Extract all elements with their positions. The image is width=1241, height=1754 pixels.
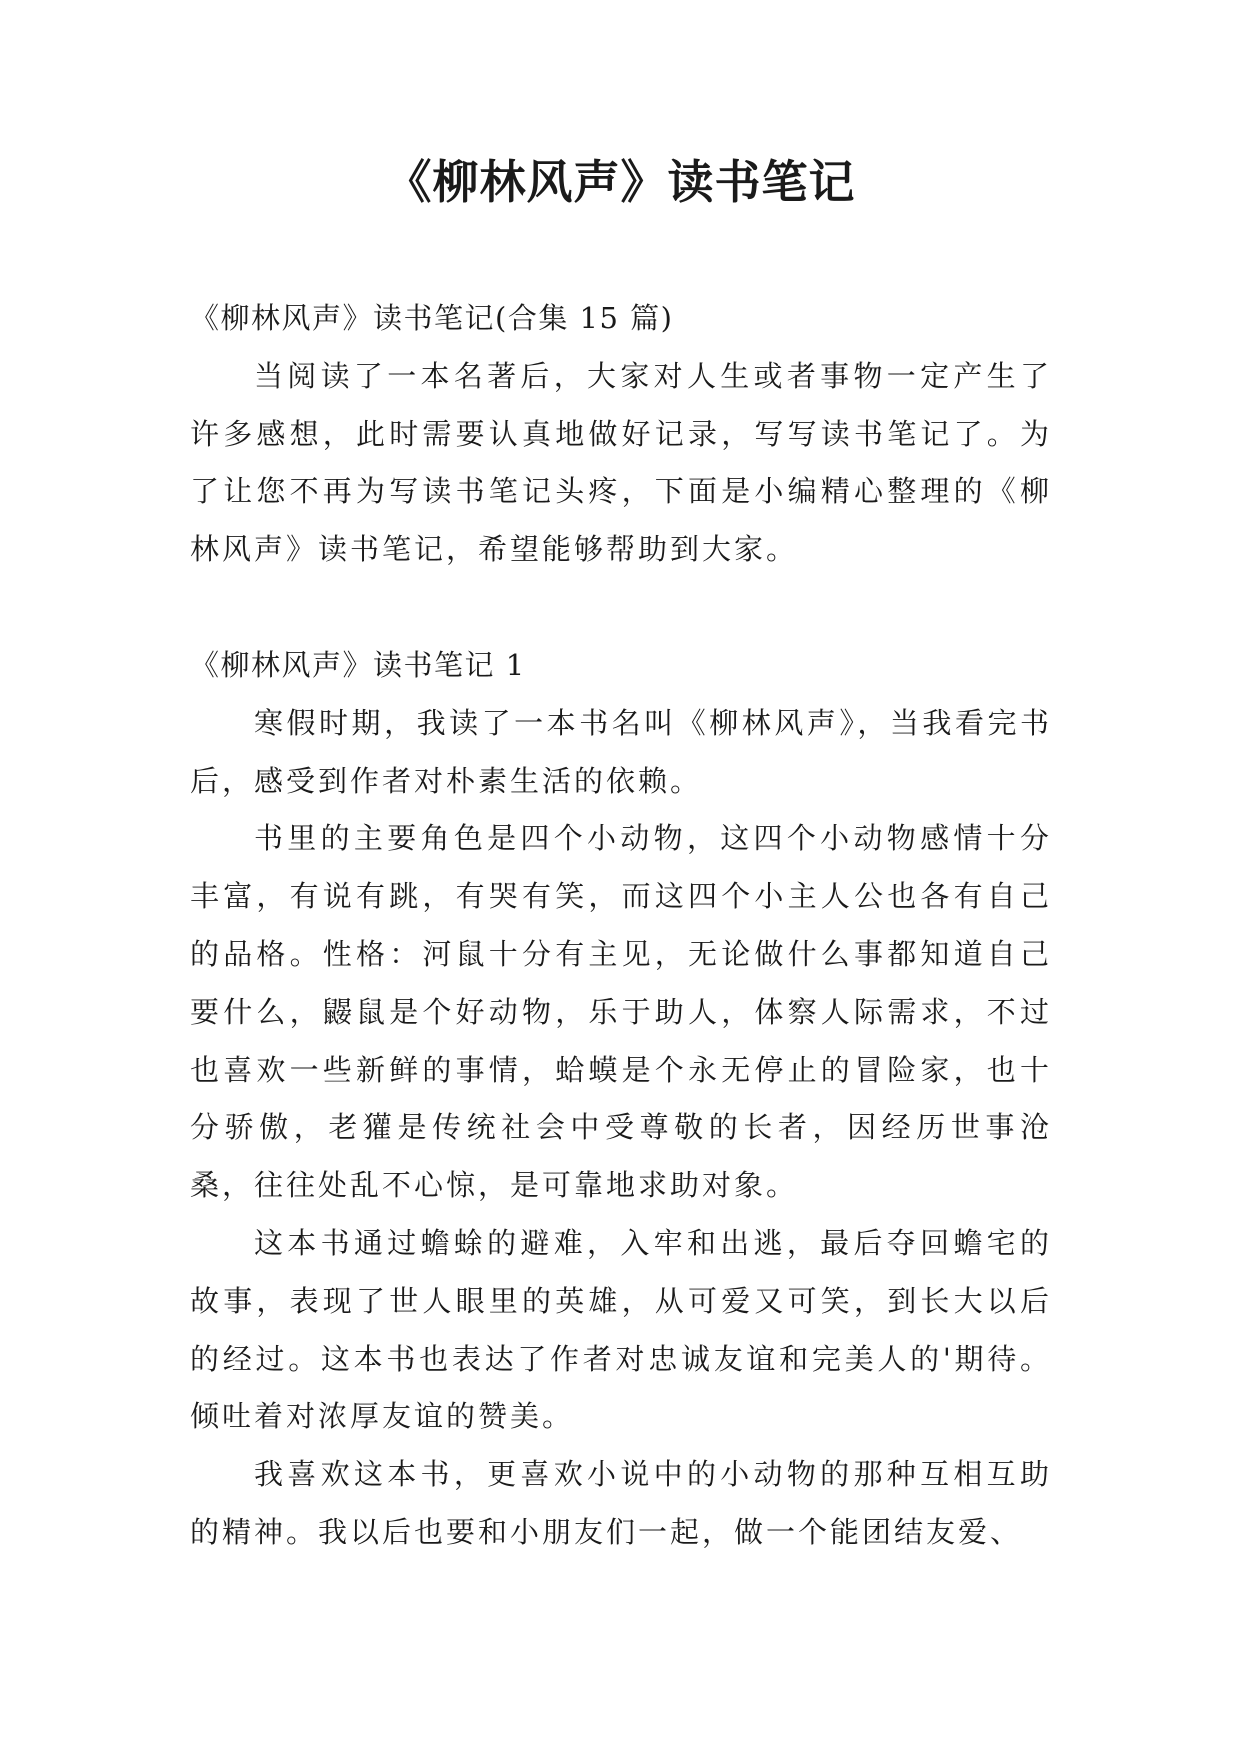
note1-paragraph: 寒假时期，我读了一本书名叫《柳林风声》，当我看完书后，感受到作者对朴素生活的依赖。 [190,705,1052,798]
document-body [190,290,1052,1562]
note1-paragraph: 书里的主要角色是四个小动物，这四个小动物感情十分丰富，有说有跳，有哭有笑，而这四个小主人公也各有自己的品格。性格：河鼠十分有主见，无论做什么事都知道自己要什么，鼹鼠是个好动物，乐于助人，体察人际需求，不过也喜欢一些新鲜的事情，蛤蟆是个永无停止的冒险家，也十分骄傲，老獾是传统社会中受尊敬的长者，因经历世事沧桑，往往处乱不心惊，是可靠地求助对象。 [190,821,1052,1203]
document-title: 《柳林风声》读书笔记 [385,155,856,209]
note1-heading: 《柳林风声》读书笔记 1 [190,647,526,682]
intro-heading: 《柳林风声》读书笔记(合集 15 篇) [190,301,674,335]
intro-paragraph: 当阅读了一本名著后，大家对人生或者事物一定产生了许多感想，此时需要认真地做好记录，写写读书笔记了。为了让您不再为写读书笔记头疼，下面是小编精心整理的《柳林风声》读书笔记，希望能够帮助到大家。 [190,358,1052,567]
note1-paragraph: 这本书通过蟾蜍的避难，入牢和出逃，最后夺回蟾宅的故事，表现了世人眼里的英雄，从可爱又可笑，到长大以后的经过。这本书也表达了作者对忠诚友谊和完美人的'期待。倾吐着对浓厚友谊的赞美。 [190,1225,1052,1434]
note1-paragraph: 我喜欢这本书，更喜欢小说中的小动物的那种互相互助的精神。我以后也要和小朋友们一起，做一个能团结友爱、 [190,1457,1052,1549]
